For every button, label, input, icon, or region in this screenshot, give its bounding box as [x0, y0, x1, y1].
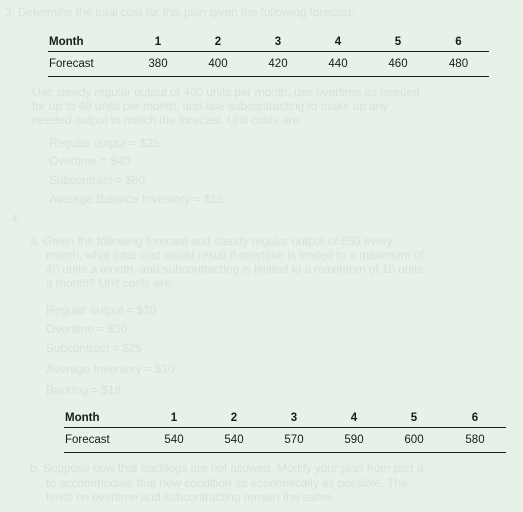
q3-instruction-line: Use steady regular output of 400 units per month, use overtime as needed [32, 85, 420, 99]
q3-cost-item: Overtime = $40 [49, 154, 130, 168]
month-cell: 5 [368, 33, 428, 52]
forecast-cell: 580 [444, 428, 506, 453]
table-row [48, 52, 489, 77]
forecast-cell: 540 [204, 428, 264, 453]
q4-cost-item: Regular output = $20 [46, 303, 157, 317]
q4-cost-item: Overtime = $30 [46, 322, 127, 336]
month-cell: 1 [144, 409, 204, 428]
q4-part-b-line: b. Suppose now that backlogs are not allowed. Modify your plan from part a [30, 461, 424, 475]
forecast-cell: 600 [384, 428, 444, 453]
forecast-cell: 440 [308, 52, 368, 77]
forecast-cell: 460 [368, 52, 428, 77]
q4-cost-item: Subcontract = $25 [46, 341, 143, 355]
forecast-cell: 480 [428, 52, 489, 77]
forecast-cell: 380 [128, 52, 188, 77]
month-cell: 4 [308, 33, 368, 52]
month-header: Month [48, 33, 128, 52]
q3-cost-item: Regular output = $25 [49, 136, 160, 150]
month-cell: 2 [188, 33, 248, 52]
month-cell: 4 [324, 409, 384, 428]
q4-part-a-line: a month? Unit costs are: [46, 276, 174, 290]
q4-cost-item: Backlog = $18 [46, 383, 122, 397]
month-cell: 1 [128, 33, 188, 52]
forecast-label: Forecast [64, 428, 144, 453]
q4-number: 4. [11, 212, 21, 226]
q3-forecast-table [48, 33, 489, 77]
q3-heading: 3. Determine the total cost for this plan given the following forecast: [5, 5, 355, 19]
q4-forecast-table [64, 409, 506, 453]
q4-part-a-line: month, what total cost would result if overtime is limited to a maximum of [46, 248, 424, 262]
q3-cost-item: Subcontract = $60 [49, 173, 146, 187]
q4-part-a-line: 40 units a month, and subcontracting is limited to a maximum of 10 units [46, 262, 423, 276]
q3-cost-item: Average Balance Inventory = $15 [49, 192, 224, 206]
q3-instruction-line: for up to 40 units per month, and use subcontracting to make up any [32, 99, 389, 113]
month-cell: 6 [428, 33, 489, 52]
q4-cost-item: Average Inventory = $10 [46, 362, 175, 376]
forecast-cell: 570 [264, 428, 324, 453]
month-cell: 3 [264, 409, 324, 428]
q4-part-b-line: to accommodate that new condition as economically as possible. The [46, 476, 408, 490]
q3-instruction-line: needed output to match the forecast. Unit costs are: [32, 113, 303, 127]
forecast-cell: 400 [188, 52, 248, 77]
month-header: Month [64, 409, 144, 428]
table-header-row [64, 409, 506, 428]
forecast-label: Forecast [48, 52, 128, 77]
q4-part-a-line: a. Given the following forecast and steady regular output of 550 every [30, 234, 393, 248]
forecast-cell: 420 [248, 52, 308, 77]
month-cell: 5 [384, 409, 444, 428]
table-row [64, 428, 506, 453]
month-cell: 3 [248, 33, 308, 52]
month-cell: 2 [204, 409, 264, 428]
forecast-cell: 540 [144, 428, 204, 453]
table-header-row [48, 33, 489, 52]
q4-part-b-line: limits on overtime and subcontracting remain the same. [46, 490, 335, 504]
forecast-cell: 590 [324, 428, 384, 453]
month-cell: 6 [444, 409, 506, 428]
